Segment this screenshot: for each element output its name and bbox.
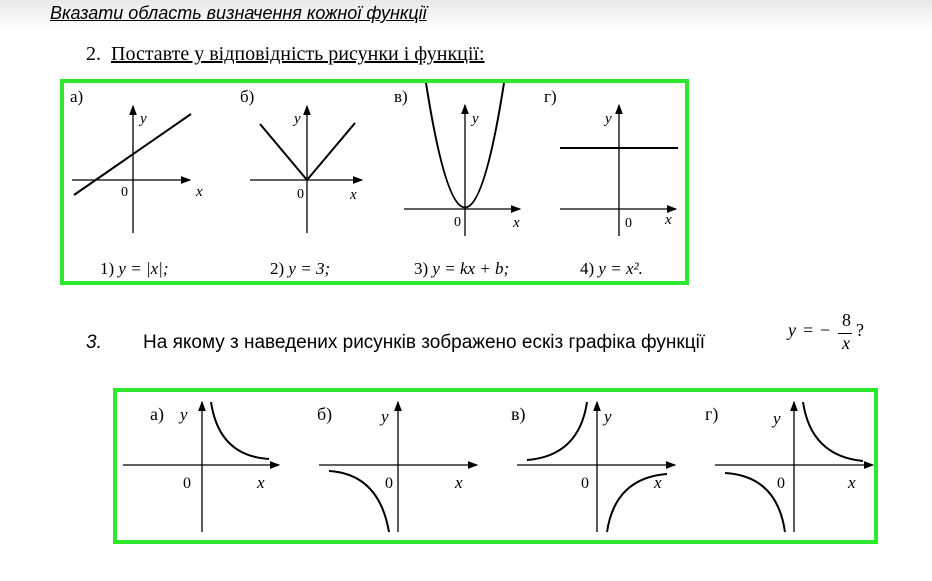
panel-label-a: а) bbox=[70, 87, 84, 106]
origin-label: 0 bbox=[297, 187, 304, 202]
panel-label-b: б) bbox=[240, 87, 255, 106]
origin-label: 0 bbox=[121, 185, 128, 200]
graph-g-constant bbox=[560, 105, 678, 236]
svg-text:x: x bbox=[848, 473, 856, 492]
svg-text:x: x bbox=[257, 473, 265, 492]
task3-number: 3. bbox=[86, 332, 102, 353]
panel-label-g: г) bbox=[544, 87, 557, 106]
panel-label-v: в) bbox=[511, 404, 526, 424]
hyperbola-g bbox=[715, 402, 873, 532]
svg-text:0: 0 bbox=[581, 475, 589, 492]
task2-title bbox=[86, 43, 485, 66]
graph-a-linear bbox=[72, 106, 203, 233]
axis-x-label: x bbox=[665, 212, 672, 228]
task2-number: 2. bbox=[86, 43, 101, 65]
task2-frame bbox=[60, 79, 689, 285]
graph-b-abs bbox=[250, 106, 362, 233]
task2-graphs bbox=[64, 83, 685, 281]
panel-label-a: а) bbox=[150, 404, 164, 424]
svg-text:y: y bbox=[604, 407, 612, 426]
axis-y-label: y bbox=[140, 111, 147, 127]
origin-label: 0 bbox=[454, 215, 461, 230]
hyperbola-v bbox=[517, 402, 675, 532]
page-heading: Вказати область визначення кожної функції bbox=[50, 3, 427, 23]
axis-y-label: y bbox=[294, 111, 301, 127]
axis-x-label: x bbox=[350, 187, 357, 203]
task3-text: На якому з наведених рисунків зображено ескіз графіка функції bbox=[143, 332, 706, 353]
panel-label-v: в) bbox=[394, 87, 408, 106]
svg-text:y: y bbox=[773, 409, 781, 428]
task2-text: Поставте у відповідність рисунки і функції: bbox=[111, 43, 485, 65]
axis-x-label: x bbox=[196, 184, 203, 200]
svg-text:y: y bbox=[180, 405, 188, 424]
option-2: 2) y = 3; bbox=[270, 259, 331, 278]
axis-x-label: x bbox=[513, 215, 520, 231]
graph-v-parabola bbox=[404, 83, 520, 236]
axis-y-label: y bbox=[605, 111, 612, 127]
option-1: 1) y = |x|; bbox=[100, 259, 169, 278]
svg-text:0: 0 bbox=[777, 475, 785, 492]
task3-frame bbox=[113, 388, 878, 544]
task3-graphs bbox=[117, 392, 874, 540]
panel-label-g: г) bbox=[705, 404, 719, 424]
hyperbola-a bbox=[123, 402, 279, 532]
svg-text:x: x bbox=[455, 473, 463, 492]
hyperbola-b bbox=[319, 402, 477, 532]
panel-label-b: б) bbox=[317, 404, 333, 424]
svg-text:0: 0 bbox=[183, 475, 191, 492]
origin-label: 0 bbox=[625, 216, 632, 231]
option-3: 3) y = kx + b; bbox=[414, 259, 510, 278]
option-4: 4) y = x². bbox=[580, 259, 643, 278]
svg-text:x: x bbox=[654, 473, 662, 492]
axis-y-label: y bbox=[472, 111, 479, 127]
svg-text:0: 0 bbox=[385, 475, 393, 492]
svg-text:y: y bbox=[381, 407, 389, 426]
